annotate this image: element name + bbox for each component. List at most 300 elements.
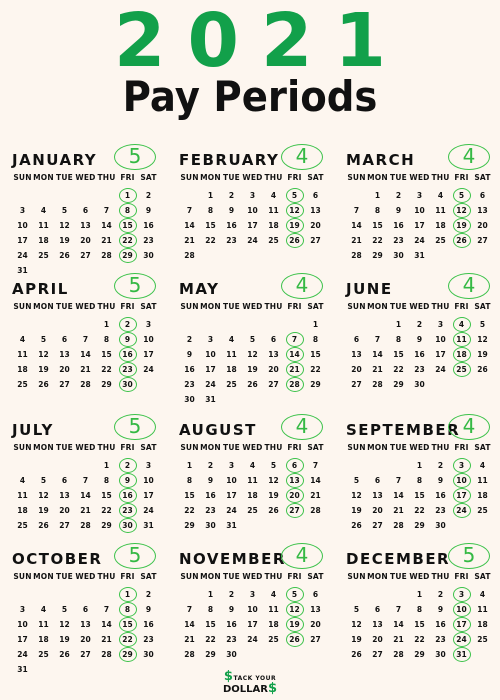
day-cell: 28 <box>184 650 195 659</box>
pay-period-count: 4 <box>448 414 490 440</box>
weekday-label: WED <box>409 572 430 581</box>
month-days <box>12 572 160 672</box>
day-cell: 23 <box>143 635 154 644</box>
day-cell: 1 <box>395 320 402 329</box>
payday-cell: 19 <box>451 221 472 230</box>
day-cell: 26 <box>59 251 70 260</box>
day-cell: 7 <box>395 605 402 614</box>
day-cell: 27 <box>372 650 383 659</box>
day-cell: 28 <box>393 521 404 530</box>
payday-cell: 26 <box>284 635 305 644</box>
month-name: NOVEMBER <box>179 550 286 568</box>
day-cell: 6 <box>270 335 277 344</box>
payday-cell: 27 <box>284 506 305 515</box>
weekday-label: TUE <box>223 572 240 581</box>
day-cell: 17 <box>414 221 425 230</box>
month-header <box>179 543 327 572</box>
weekday-label: SUN <box>347 173 366 182</box>
dollar-sign-icon: $ <box>223 669 234 684</box>
weekday-label: SAT <box>474 443 491 452</box>
weekday-label: WED <box>409 443 430 452</box>
day-cell: 22 <box>101 365 112 374</box>
day-cell: 21 <box>101 236 112 245</box>
day-cell: 8 <box>103 476 110 485</box>
day-cell: 21 <box>393 635 404 644</box>
weekday-label: WED <box>242 443 263 452</box>
day-cell: 9 <box>228 605 235 614</box>
day-cell: 13 <box>310 605 321 614</box>
day-cell: 15 <box>310 350 321 359</box>
weekday-label: SUN <box>180 443 199 452</box>
day-cell: 11 <box>38 620 49 629</box>
day-cell: 3 <box>19 206 26 215</box>
day-cell: 23 <box>393 236 404 245</box>
day-cell: 16 <box>393 221 404 230</box>
day-cell: 25 <box>268 635 279 644</box>
payday-cell: 14 <box>284 350 305 359</box>
day-cell: 8 <box>103 335 110 344</box>
day-cell: 28 <box>372 380 383 389</box>
weekday-label: THU <box>97 302 116 311</box>
weekday-label: FRI <box>287 572 302 581</box>
month-header <box>346 414 494 443</box>
payday-cell: 29 <box>117 251 138 260</box>
day-cell: 16 <box>205 491 216 500</box>
day-cell: 12 <box>38 491 49 500</box>
payday-cell: 3 <box>451 461 472 470</box>
day-cell: 25 <box>477 506 488 515</box>
day-cell: 3 <box>207 335 214 344</box>
day-cell: 31 <box>17 266 28 275</box>
day-cell: 5 <box>270 461 277 470</box>
day-cell: 13 <box>80 620 91 629</box>
day-cell: 13 <box>372 491 383 500</box>
day-cell: 30 <box>143 251 154 260</box>
day-cell: 6 <box>82 206 89 215</box>
day-cell: 8 <box>207 206 214 215</box>
payday-cell: 30 <box>117 521 138 530</box>
weekday-label: FRI <box>120 572 135 581</box>
day-cell: 20 <box>351 365 362 374</box>
weekday-label: MON <box>33 572 54 581</box>
day-cell: 12 <box>59 620 70 629</box>
day-cell: 1 <box>103 461 110 470</box>
day-cell: 18 <box>268 620 279 629</box>
month-november <box>179 543 327 671</box>
weekday-label: SAT <box>307 572 324 581</box>
day-cell: 29 <box>101 380 112 389</box>
day-cell: 2 <box>437 461 444 470</box>
day-cell: 26 <box>351 650 362 659</box>
day-cell: 26 <box>477 365 488 374</box>
weekday-label: SUN <box>13 173 32 182</box>
dollar-sign-icon: $ <box>267 681 278 696</box>
weekday-label: WED <box>242 572 263 581</box>
day-cell: 1 <box>416 461 423 470</box>
month-days <box>179 302 327 402</box>
day-cell: 28 <box>101 650 112 659</box>
payday-cell: 21 <box>284 365 305 374</box>
weekday-label: SUN <box>13 443 32 452</box>
day-cell: 28 <box>101 251 112 260</box>
weekday-label: MON <box>367 443 388 452</box>
weekday-label: SAT <box>307 173 324 182</box>
day-cell: 12 <box>59 221 70 230</box>
day-cell: 10 <box>143 335 154 344</box>
weekday-label: TUE <box>223 443 240 452</box>
pay-period-count: 5 <box>448 543 490 569</box>
day-cell: 12 <box>268 476 279 485</box>
day-cell: 8 <box>312 335 319 344</box>
day-cell: 20 <box>310 620 321 629</box>
payday-cell: 4 <box>451 320 472 329</box>
day-cell: 8 <box>416 476 423 485</box>
day-cell: 13 <box>310 206 321 215</box>
day-cell: 22 <box>393 365 404 374</box>
day-cell: 19 <box>477 350 488 359</box>
payday-cell: 30 <box>117 380 138 389</box>
day-cell: 21 <box>184 635 195 644</box>
day-cell: 17 <box>435 350 446 359</box>
weekday-label: FRI <box>287 443 302 452</box>
day-cell: 4 <box>437 191 444 200</box>
day-cell: 14 <box>101 221 112 230</box>
day-cell: 20 <box>80 635 91 644</box>
day-cell: 18 <box>477 620 488 629</box>
day-cell: 25 <box>247 506 258 515</box>
day-cell: 5 <box>40 476 47 485</box>
day-cell: 5 <box>249 335 256 344</box>
month-header <box>179 144 327 173</box>
day-cell: 19 <box>59 635 70 644</box>
weekday-label: WED <box>75 443 96 452</box>
month-july <box>12 414 160 542</box>
day-cell: 16 <box>184 365 195 374</box>
day-cell: 3 <box>249 191 256 200</box>
weekday-label: MON <box>200 302 221 311</box>
day-cell: 28 <box>80 521 91 530</box>
month-days <box>12 173 160 273</box>
day-cell: 22 <box>310 365 321 374</box>
day-cell: 12 <box>247 350 258 359</box>
weekday-label: THU <box>431 572 450 581</box>
day-cell: 21 <box>80 506 91 515</box>
day-cell: 3 <box>249 590 256 599</box>
day-cell: 21 <box>310 491 321 500</box>
day-cell: 11 <box>247 476 258 485</box>
day-cell: 21 <box>80 365 91 374</box>
day-cell: 17 <box>143 491 154 500</box>
day-cell: 19 <box>38 506 49 515</box>
month-name: JANUARY <box>12 151 98 169</box>
day-cell: 3 <box>145 320 152 329</box>
weekday-label: THU <box>431 443 450 452</box>
day-cell: 24 <box>247 236 258 245</box>
day-cell: 15 <box>205 620 216 629</box>
weekday-label: MON <box>33 302 54 311</box>
payday-cell: 10 <box>451 605 472 614</box>
weekday-label: SAT <box>307 302 324 311</box>
day-cell: 15 <box>372 221 383 230</box>
month-header <box>179 414 327 443</box>
day-cell: 31 <box>143 521 154 530</box>
day-cell: 12 <box>351 620 362 629</box>
month-name: JULY <box>12 421 54 439</box>
weekday-label: THU <box>264 173 283 182</box>
weekday-label: FRI <box>454 572 469 581</box>
day-cell: 4 <box>228 335 235 344</box>
day-cell: 11 <box>477 476 488 485</box>
day-cell: 9 <box>395 206 402 215</box>
payday-cell: 26 <box>284 236 305 245</box>
day-cell: 19 <box>268 491 279 500</box>
day-cell: 29 <box>414 650 425 659</box>
month-header <box>179 273 327 302</box>
payday-cell: 11 <box>451 335 472 344</box>
day-cell: 25 <box>17 521 28 530</box>
day-cell: 20 <box>372 635 383 644</box>
day-cell: 19 <box>38 365 49 374</box>
day-cell: 6 <box>374 605 381 614</box>
day-cell: 7 <box>312 461 319 470</box>
month-days <box>346 443 494 543</box>
day-cell: 26 <box>38 380 49 389</box>
month-january <box>12 144 160 275</box>
day-cell: 30 <box>414 380 425 389</box>
payday-cell: 15 <box>117 221 138 230</box>
day-cell: 5 <box>61 206 68 215</box>
day-cell: 27 <box>59 380 70 389</box>
day-cell: 7 <box>186 605 193 614</box>
day-cell: 4 <box>270 590 277 599</box>
month-october <box>12 543 160 674</box>
weekday-label: THU <box>264 302 283 311</box>
day-cell: 8 <box>374 206 381 215</box>
month-days <box>12 302 160 402</box>
day-cell: 3 <box>437 320 444 329</box>
weekday-label: MON <box>33 443 54 452</box>
day-cell: 9 <box>416 335 423 344</box>
weekday-label: TUE <box>56 572 73 581</box>
weekday-label: WED <box>75 302 96 311</box>
day-cell: 4 <box>479 590 486 599</box>
month-name: OCTOBER <box>12 550 103 568</box>
weekday-label: WED <box>75 173 96 182</box>
weekday-label: SUN <box>13 572 32 581</box>
day-cell: 23 <box>226 236 237 245</box>
day-cell: 27 <box>310 236 321 245</box>
day-cell: 2 <box>416 320 423 329</box>
day-cell: 17 <box>143 350 154 359</box>
day-cell: 20 <box>477 221 488 230</box>
day-cell: 7 <box>395 476 402 485</box>
day-cell: 28 <box>351 251 362 260</box>
day-cell: 16 <box>143 221 154 230</box>
payday-cell: 12 <box>284 605 305 614</box>
day-cell: 10 <box>435 335 446 344</box>
payday-cell: 31 <box>451 650 472 659</box>
day-cell: 30 <box>226 650 237 659</box>
day-cell: 28 <box>393 650 404 659</box>
day-cell: 26 <box>59 650 70 659</box>
weekday-label: TUE <box>223 173 240 182</box>
day-cell: 14 <box>372 350 383 359</box>
day-cell: 11 <box>268 605 279 614</box>
day-cell: 1 <box>312 320 319 329</box>
day-cell: 6 <box>61 335 68 344</box>
month-days <box>346 572 494 672</box>
day-cell: 11 <box>17 491 28 500</box>
day-cell: 25 <box>38 251 49 260</box>
day-cell: 23 <box>226 635 237 644</box>
day-cell: 15 <box>101 491 112 500</box>
weekday-label: SUN <box>180 302 199 311</box>
weekday-label: SAT <box>140 302 157 311</box>
day-cell: 26 <box>268 506 279 515</box>
day-cell: 17 <box>247 221 258 230</box>
payday-cell: 22 <box>117 635 138 644</box>
weekday-label: FRI <box>454 173 469 182</box>
day-cell: 12 <box>477 335 488 344</box>
payday-cell: 16 <box>117 350 138 359</box>
weekday-label: FRI <box>120 173 135 182</box>
month-name: MAY <box>179 280 220 298</box>
day-cell: 11 <box>226 350 237 359</box>
day-cell: 21 <box>101 635 112 644</box>
day-cell: 30 <box>205 521 216 530</box>
month-days <box>346 302 494 402</box>
payday-cell: 25 <box>451 365 472 374</box>
day-cell: 21 <box>184 236 195 245</box>
weekday-label: SAT <box>474 572 491 581</box>
day-cell: 24 <box>143 506 154 515</box>
day-cell: 29 <box>372 251 383 260</box>
day-cell: 27 <box>268 380 279 389</box>
month-may <box>179 273 327 404</box>
day-cell: 13 <box>477 206 488 215</box>
payday-cell: 23 <box>117 365 138 374</box>
page-subtitle: Pay Periods <box>122 72 378 121</box>
weekday-label: FRI <box>287 173 302 182</box>
day-cell: 6 <box>312 191 319 200</box>
weekday-label: FRI <box>454 443 469 452</box>
day-cell: 31 <box>205 395 216 404</box>
day-cell: 29 <box>101 521 112 530</box>
payday-cell: 2 <box>117 320 138 329</box>
day-cell: 24 <box>414 236 425 245</box>
day-cell: 27 <box>372 521 383 530</box>
day-cell: 7 <box>82 335 89 344</box>
day-cell: 21 <box>351 236 362 245</box>
logo-line-2 <box>212 683 288 696</box>
day-cell: 29 <box>414 521 425 530</box>
day-cell: 22 <box>414 635 425 644</box>
weekday-label: TUE <box>56 173 73 182</box>
month-days <box>179 572 327 672</box>
day-cell: 14 <box>310 476 321 485</box>
day-cell: 14 <box>101 620 112 629</box>
payday-cell: 26 <box>451 236 472 245</box>
day-cell: 18 <box>17 506 28 515</box>
day-cell: 1 <box>186 461 193 470</box>
day-cell: 15 <box>414 491 425 500</box>
month-days <box>346 173 494 273</box>
payday-cell: 28 <box>284 380 305 389</box>
pay-period-count: 5 <box>114 543 156 569</box>
day-cell: 2 <box>437 590 444 599</box>
day-cell: 3 <box>19 605 26 614</box>
day-cell: 20 <box>372 506 383 515</box>
day-cell: 13 <box>351 350 362 359</box>
day-cell: 2 <box>145 191 152 200</box>
weekday-label: SUN <box>347 302 366 311</box>
day-cell: 17 <box>226 491 237 500</box>
payday-cell: 7 <box>284 335 305 344</box>
day-cell: 24 <box>247 635 258 644</box>
day-cell: 21 <box>393 506 404 515</box>
weekday-label: SUN <box>180 173 199 182</box>
day-cell: 22 <box>205 635 216 644</box>
day-cell: 19 <box>247 365 258 374</box>
month-days <box>179 173 327 273</box>
day-cell: 8 <box>416 605 423 614</box>
month-header <box>12 144 160 173</box>
day-cell: 29 <box>205 650 216 659</box>
payday-cell: 12 <box>284 206 305 215</box>
day-cell: 6 <box>353 335 360 344</box>
day-cell: 24 <box>17 650 28 659</box>
day-cell: 20 <box>59 365 70 374</box>
payday-cell: 17 <box>451 491 472 500</box>
payday-cell: 15 <box>117 620 138 629</box>
payday-cell: 3 <box>451 590 472 599</box>
day-cell: 14 <box>393 491 404 500</box>
day-cell: 8 <box>186 476 193 485</box>
day-cell: 15 <box>414 620 425 629</box>
day-cell: 17 <box>17 635 28 644</box>
payday-cell: 5 <box>284 590 305 599</box>
day-cell: 24 <box>435 365 446 374</box>
month-september <box>346 414 494 542</box>
day-cell: 24 <box>226 506 237 515</box>
day-cell: 18 <box>17 365 28 374</box>
day-cell: 10 <box>17 221 28 230</box>
day-cell: 2 <box>228 590 235 599</box>
day-cell: 27 <box>351 380 362 389</box>
day-cell: 6 <box>374 476 381 485</box>
weekday-label: TUE <box>223 302 240 311</box>
month-name: FEBRUARY <box>179 151 280 169</box>
month-march <box>346 144 494 272</box>
weekday-label: THU <box>431 173 450 182</box>
day-cell: 16 <box>435 491 446 500</box>
day-cell: 18 <box>477 491 488 500</box>
month-name: DECEMBER <box>346 550 451 568</box>
day-cell: 9 <box>145 605 152 614</box>
day-cell: 17 <box>205 365 216 374</box>
payday-cell: 1 <box>117 590 138 599</box>
day-cell: 11 <box>268 206 279 215</box>
month-header <box>12 273 160 302</box>
day-cell: 29 <box>310 380 321 389</box>
payday-cell: 5 <box>451 191 472 200</box>
day-cell: 9 <box>228 206 235 215</box>
day-cell: 27 <box>310 635 321 644</box>
day-cell: 31 <box>17 665 28 674</box>
month-name: MARCH <box>346 151 416 169</box>
pay-period-count: 4 <box>281 414 323 440</box>
day-cell: 24 <box>17 251 28 260</box>
